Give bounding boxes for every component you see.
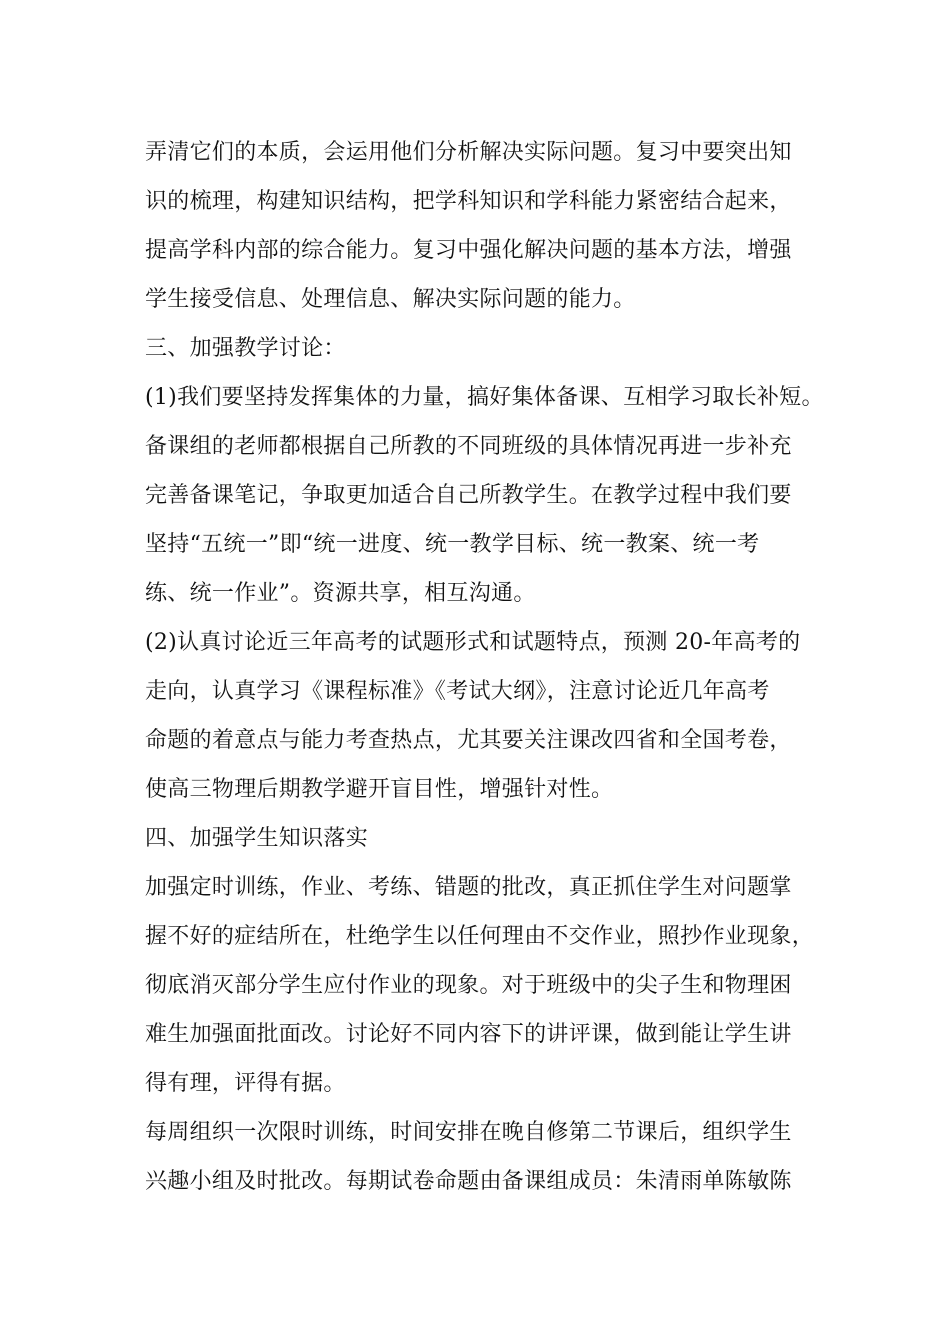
- section-heading: 三、加强教学讨论：: [145, 336, 346, 361]
- text-line: 识的梳理，构建知识结构，把学科知识和学科能力紧密结合起来，: [145, 189, 792, 214]
- text-line: (2)认真讨论近三年高考的试题形式和试题特点，预测 20-年高考的: [145, 630, 801, 655]
- text-line: 使高三物理后期教学避开盲目性，增强针对性。: [145, 777, 614, 802]
- text-line: 难生加强面批面改。讨论好不同内容下的讲评课，做到能让学生讲: [145, 1022, 792, 1047]
- text-line: 兴趣小组及时批改。每期试卷命题由备课组成员：朱清雨单陈敏陈: [145, 1169, 792, 1194]
- text-line: (1)我们要坚持发挥集体的力量，搞好集体备课、互相学习取长补短。: [145, 385, 824, 410]
- text-line: 学生接受信息、处理信息、解决实际问题的能力。: [145, 287, 636, 312]
- text-line: 练、统一作业”。资源共享，相互沟通。: [145, 581, 536, 606]
- text-line: 握不好的症结所在，杜绝学生以任何理由不交作业，照抄作业现象，: [145, 924, 815, 949]
- text-line: 加强定时训练，作业、考练、错题的批改，真正抓住学生对问题掌: [145, 875, 792, 900]
- text-line: 走向，认真学习《课程标准》《考试大纲》，注意讨论近几年高考: [145, 679, 770, 704]
- text-line: 坚持“五统一”即“统一进度、统一教学目标、统一教案、统一考: [145, 532, 760, 557]
- text-line: 提高学科内部的综合能力。复习中强化解决问题的基本方法，增强: [145, 238, 792, 263]
- text-line: 每周组织一次限时训练，时间安排在晚自修第二节课后，组织学生: [145, 1120, 792, 1145]
- text-line: 完善备课笔记，争取更加适合自己所教学生。在教学过程中我们要: [145, 483, 792, 508]
- text-line: 得有理，评得有据。: [145, 1071, 346, 1096]
- section-heading: 四、加强学生知识落实: [145, 826, 369, 851]
- text-line: 彻底消灭部分学生应付作业的现象。对于班级中的尖子生和物理困: [145, 973, 792, 998]
- text-line: 备课组的老师都根据自己所教的不同班级的具体情况再进一步补充: [145, 434, 792, 459]
- text-line: 弄清它们的本质，会运用他们分析解决实际问题。复习中要突出知: [145, 140, 792, 165]
- text-line: 命题的着意点与能力考查热点，尤其要关注课改四省和全国考卷，: [145, 728, 792, 753]
